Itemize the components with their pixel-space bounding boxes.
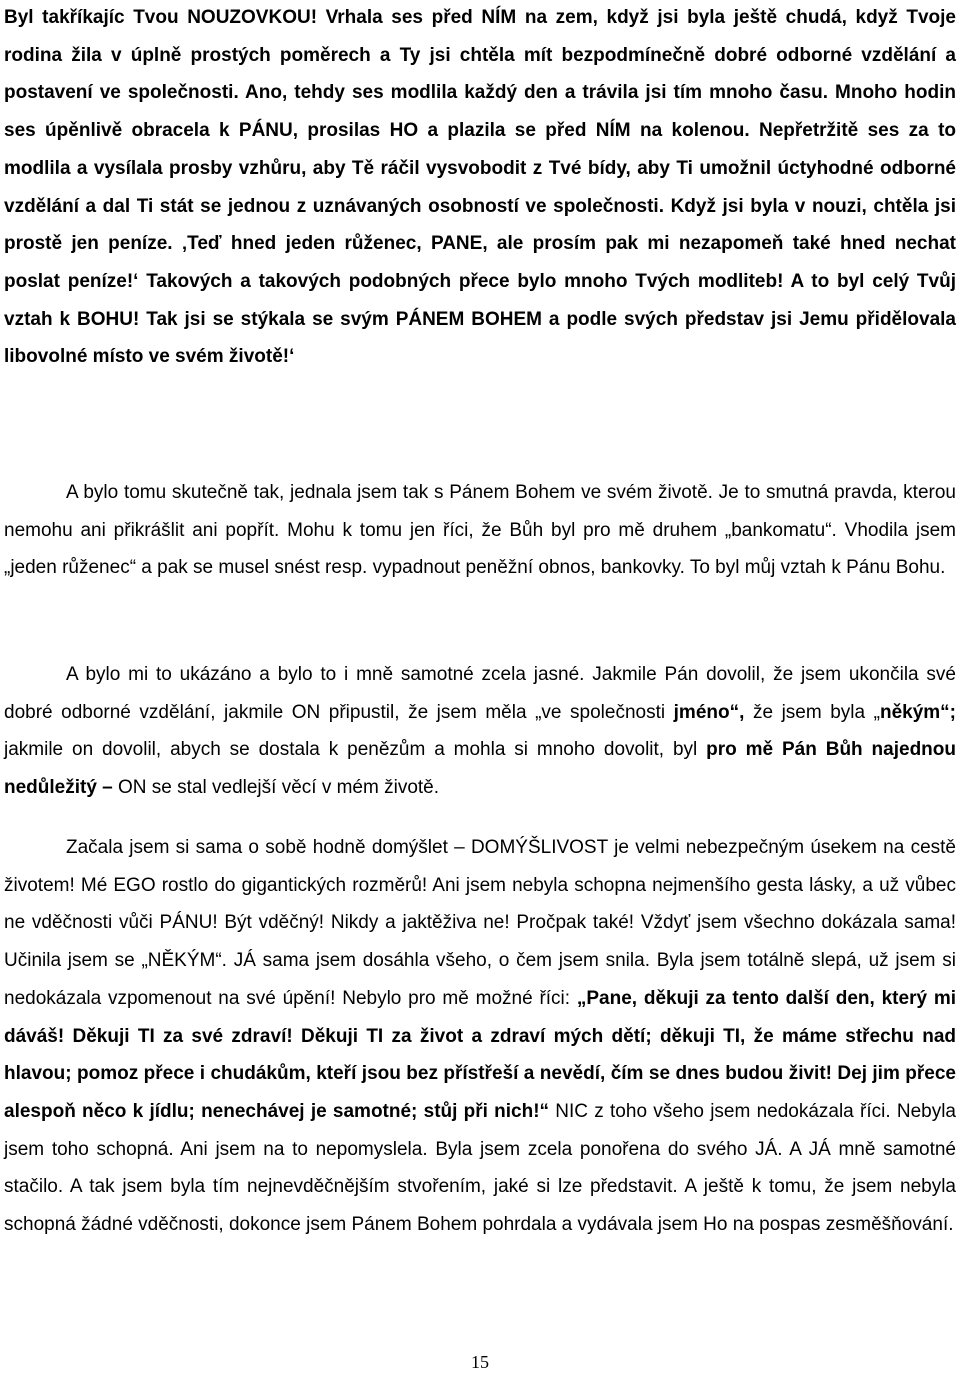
text-segment: jméno“, [673, 701, 745, 723]
paragraph-4 [4, 829, 956, 1244]
page-number: 15 [471, 1352, 489, 1372]
text-segment: NIC z toho všeho jsem nedokázala říci. Nebyla jsem toho schopná. Ani jsem na to nepomyslela. Byla jsem zcela ponořena do svého JÁ. A JÁ mně samotné stačilo. A tak jsem byla tím nejnevděčnějším stvořením, jaké si lze představit. A ještě k tomu, že jsem nebyla schopná žádné vděčnosti, dokonce jsem Pánem Bohem pohrdala a vydávala jsem Ho na pospas zesměšňování. [4, 1100, 956, 1236]
text-segment: jakmile on dovolil, abych se dostala k penězům a mohla si mnoho dovolit, byl [4, 739, 707, 761]
text-segment: „Pane, děkuji za tento další den, který mi dáváš! Děkuji TI za své zdraví! Děkuji TI za život a zdraví mých dětí; děkuji TI, že máme střechu nad hlavou; pomoz přece i chudákům, kteří jsou bez přístřeší a nevědí, čím se dnes budou živit! Dej jim přece alespoň něco k jídlu; nenechávej je samotné; stůj při nich!“ [4, 987, 956, 1122]
text-segment: A bylo mi to ukázáno a bylo to i mně samotné zcela jasné. Jakmile Pán dovolil, že jsem ukončila své dobré odborné vzdělání, jakmile ON připustil, že jsem měla „ve společnosti [4, 664, 956, 723]
paragraph-2 [4, 474, 956, 587]
text-segment: pro mě Pán Bůh najednou nedůležitý – [4, 739, 956, 799]
paragraph-3 [4, 656, 956, 807]
text-segment: že jsem byla „ [744, 701, 880, 723]
text-segment: A bylo tomu skutečně tak, jednala jsem tak s Pánem Bohem ve svém životě. Je to smutná pravda, kterou nemohu ani přikrášlit ani popřít. Mohu k tomu jen říci, že Bůh byl pro mě druhem „bankomatu“. Vhodila jsem „jeden růženec“ a pak se musel snést resp. vypadnout peněžní obnos, bankovky. To byl můj vztah k Pánu Bohu. [4, 482, 956, 579]
paragraph-1 [4, 0, 956, 376]
text-segment: Byl takříkajíc Tvou NOUZOVKOU! Vrhala ses před NÍM na zem, když jsi byla ještě chudá, když Tvoje rodina žila v úplně prostých poměrech a Ty jsi chtěla mít bezpodmínečně dobré odborné vzdělání a postavení ve společnosti. Ano, tehdy ses modlila každý den a trávila jsi tím mnoho času. Mnoho hodin ses úpěnlivě obracela k PÁNU, prosilas HO a plazila se před NÍM na kolenou. Nepřetržitě ses za to modlila a vysílala prosby vzhůru, aby Tě ráčil vysvobodit z Tvé bídy, aby Ti umožnil úctyhodné odborné vzdělání a dal Ti stát se jednou z uznávaných osobností ve společnosti. Když jsi byla v nouzi, chtěla jsi prostě jen peníze. ‚Teď hned jeden růženec, PANE, ale prosím pak mi nezapomeň také hned nechat poslat peníze!‘ Takových a takových podobných přece bylo mnoho Tvých modliteb! A to byl celý Tvůj vztah k BOHU! Tak jsi se stýkala se svým PÁNEM BOHEM a podle svých představ jsi Jemu přidělovala libovolné místo ve svém životě!‘ [4, 7, 956, 368]
text-segment: Začala jsem si sama o sobě hodně domýšlet – DOMÝŠLIVOST je velmi nebezpečným úsekem na cestě životem! Mé EGO rostlo do gigantických rozměrů! Ani jsem nebyla schopna nejmenšího gesta lásky, a už vůbec ne vděčnosti vůči PÁNU! Být vděčný! Nikdy a jaktěživa ne! Pročpak také! Vždyť jsem všechno dokázala sama! Učinila jsem se „NĚKÝM“. JÁ sama jsem dosáhla všeho, o čem jsem snila. Byla jsem totálně slepá, už jsem si nedokázala vzpomenout na své úpění! Nebylo pro mě možné říci: [4, 837, 956, 1009]
text-segment: ON se stal vedlejší věcí v mém životě. [112, 777, 440, 799]
text-segment: někým“; [879, 701, 957, 723]
